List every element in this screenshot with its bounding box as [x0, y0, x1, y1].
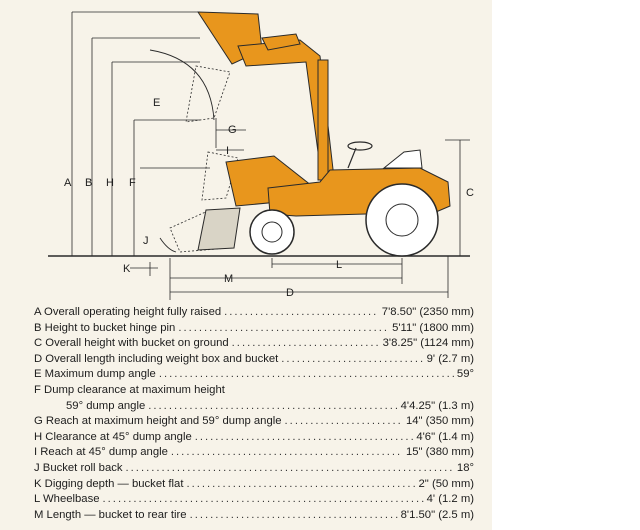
- spec-row-c: C Overall height with bucket on ground ..... 3'8.25" (1124 mm): [34, 336, 474, 352]
- blank-margin: [492, 0, 640, 530]
- spec-row-i: I Reach at 45° dump angle ..... 15" (380 mm): [34, 445, 474, 461]
- dim-label-e: E: [153, 97, 161, 109]
- dim-label-f: F: [129, 177, 136, 189]
- spec-row-d: D Overall length including weight box and bucket ..... 9' (2.7 m): [34, 352, 474, 368]
- tractor-seat: [384, 150, 422, 168]
- dim-label-j: J: [143, 235, 149, 247]
- spec-row-m: M Length — bucket to rear tire ..... 8'1.50" (2.5 m): [34, 508, 474, 524]
- spec-row-h: H Clearance at 45° dump angle ..... 4'6" (1.4 m): [34, 430, 474, 446]
- dim-label-l: L: [336, 259, 343, 271]
- specifications-list: [34, 305, 474, 523]
- spec-row-g: G Reach at maximum height and 59° dump angle ..... 14" (350 mm): [34, 414, 474, 430]
- dim-label-g: G: [228, 124, 237, 136]
- lowered-bucket: [198, 208, 240, 250]
- rollback-arc: [160, 238, 176, 252]
- dim-label-c: C: [466, 187, 474, 199]
- dump-angle-arc: [150, 50, 214, 120]
- spec-row-j: J Bucket roll back ..... 18°: [34, 461, 474, 477]
- spec-row-f-continued: 59° dump angle ..... 4'4.25" (1.3 m): [34, 399, 474, 415]
- dim-label-k: K: [123, 263, 131, 275]
- spec-row-e: E Maximum dump angle ..... 59°: [34, 367, 474, 383]
- spec-row-a: A Overall operating height fully raised ..... 7'8.50" (2350 mm): [34, 305, 474, 321]
- dim-label-a: A: [64, 177, 72, 189]
- dim-label-d: D: [286, 287, 294, 299]
- loader-dimension-diagram: [0, 0, 492, 300]
- dim-label-i: I: [226, 145, 230, 157]
- dim-label-b: B: [85, 177, 93, 189]
- spec-row-l: L Wheelbase ..... 4' (1.2 m): [34, 492, 474, 508]
- spec-row-b: B Height to bucket hinge pin ..... 5'11" (1800 mm): [34, 321, 474, 337]
- dim-label-h: H: [106, 177, 114, 189]
- steering-wheel: [348, 142, 372, 168]
- front-wheel: [250, 210, 294, 254]
- spec-row-f: F Dump clearance at maximum height: [34, 383, 225, 396]
- dim-label-m: M: [224, 273, 234, 285]
- spec-row-k: K Digging depth — bucket flat ..... 2" (50 mm): [34, 477, 474, 493]
- rear-wheel: [366, 184, 438, 256]
